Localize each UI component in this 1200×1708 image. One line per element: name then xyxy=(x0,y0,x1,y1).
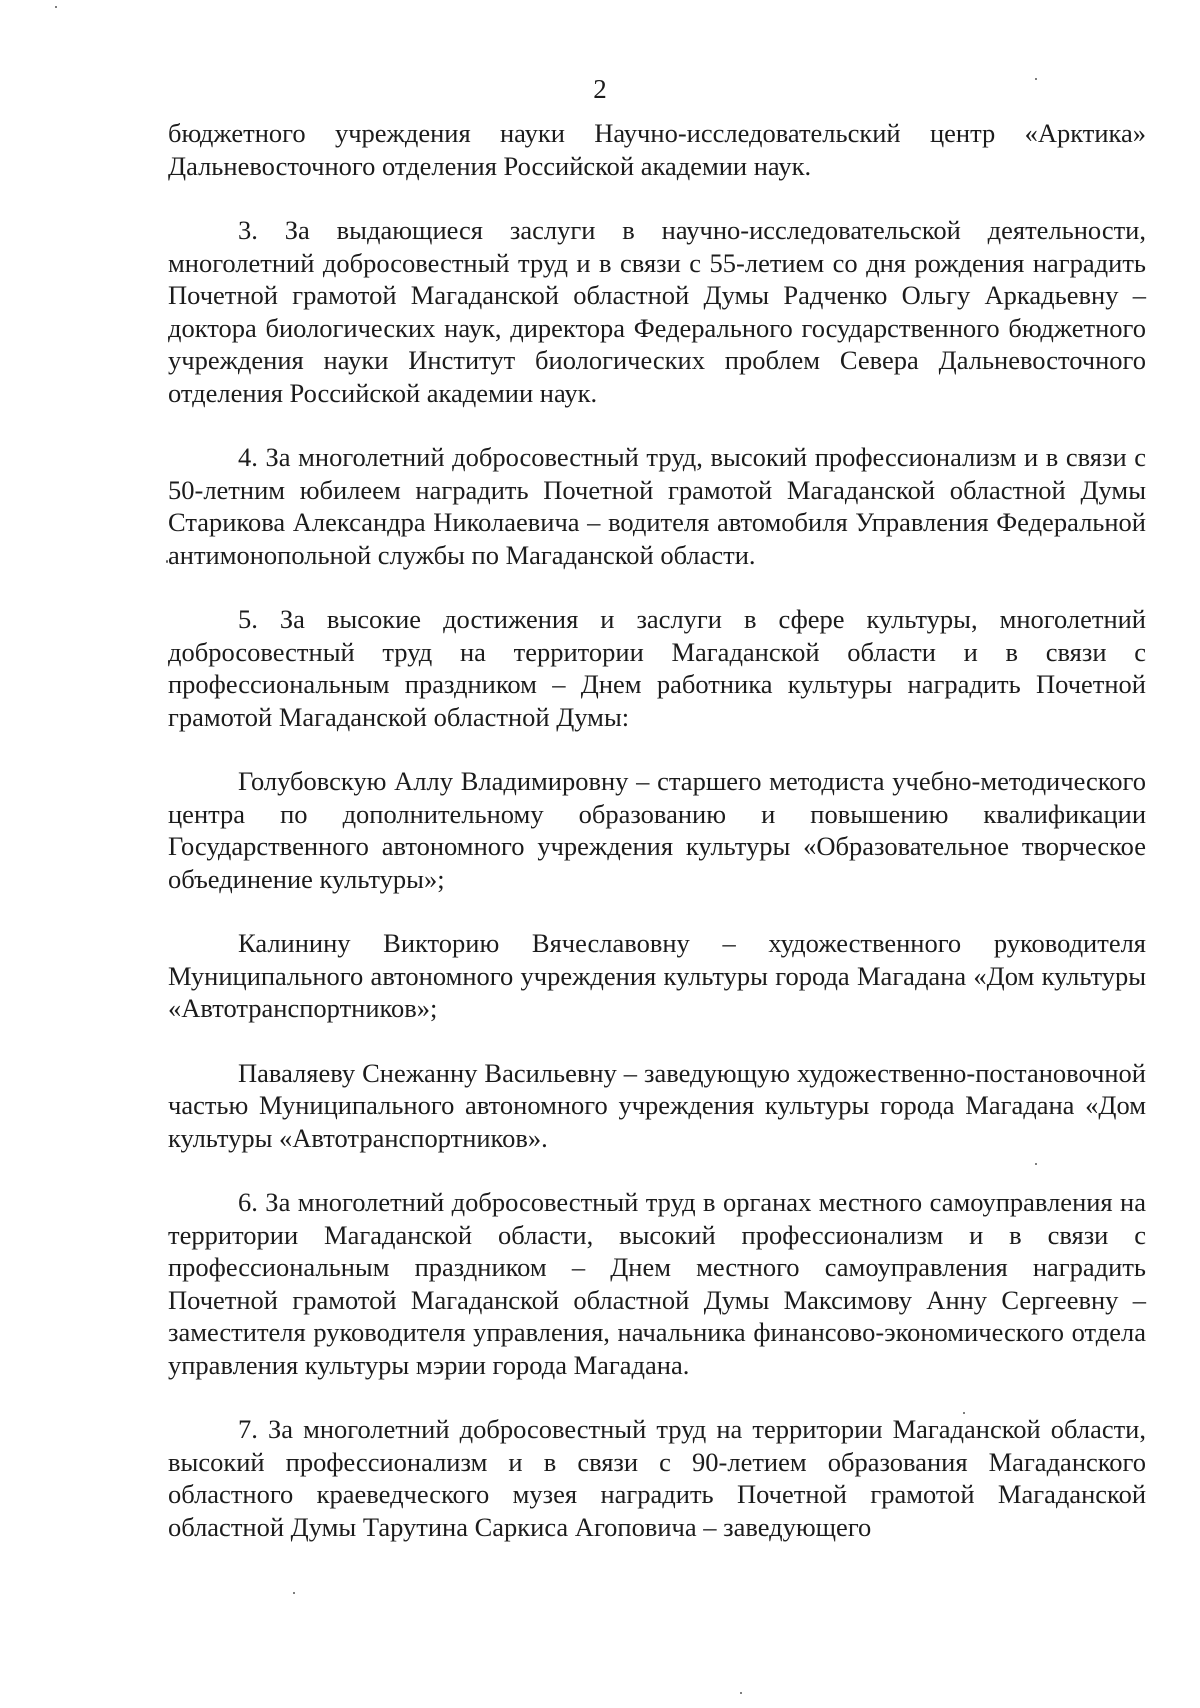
scan-speck xyxy=(1035,78,1037,80)
paragraph-awardee-golubovskaya: Голубовскую Аллу Владимировну – старшего методиста учебно-методического центра по дополнительному образованию и повышению квалификации Государственного автономного учреждения культуры «Образовательное творческое объединение культуры»; xyxy=(168,766,1146,894)
scan-speck xyxy=(55,6,57,8)
paragraph-item-7: 7. За многолетний добросовестный труд на территории Магаданской области, высокий профессионализм и в связи с 90-летием образования Магаданского областного краеведческого музея наградить Почетной грамотой Магаданской областной Думы Тарутина Саркиса Агоповича – заведующего xyxy=(168,1414,1146,1542)
paragraph-awardee-pavalyaeva: Паваляеву Снежанну Васильевну – заведующую художественно-постановочной частью Муниципального автономного учреждения культуры города Магадана «Дом культуры «Автотранспортников». xyxy=(168,1057,1146,1153)
scan-speck xyxy=(293,1592,295,1594)
paragraph-item-4: 4. За многолетний добросовестный труд, высокий профессионализм и в связи с 50-летним юбилеем наградить Почетной грамотой Магаданской областной Думы Старикова Александра Николаевича – водителя автомобиля Управления Федеральной антимонопольной службы по Магаданской области. xyxy=(168,442,1146,570)
paragraph-awardee-kalinina: Калинину Викторию Вячеславовну – художественного руководителя Муниципального автономного учреждения культуры города Магадана «Дом культуры «Автотранспортников»; xyxy=(168,928,1146,1023)
scan-speck xyxy=(740,1692,742,1694)
scan-speck xyxy=(963,1412,965,1414)
paragraph-continuation: бюджетного учреждения науки Научно-исследовательский центр «Арктика» Дальневосточного отделения Российской академии наук. xyxy=(168,118,1146,181)
paragraph-item-6: 6. За многолетний добросовестный труд в органах местного самоуправления на территории Магаданской области, высокий профессионализм и в связи с профессиональным праздником – Днем местного самоуправления наградить Почетной грамотой Магаданской областной Думы Максимову Анну Сергеевну – заместителя руководителя управления, начальника финансово-экономического отдела управления культуры мэрии города Магадана. xyxy=(168,1187,1146,1380)
paragraph-item-5: 5. За высокие достижения и заслуги в сфере культуры, многолетний добросовестный труд на территории Магаданской области и в связи с профессиональным праздником – Днем работника культуры наградить Почетной грамотой Магаданской областной Думы: xyxy=(168,604,1146,732)
paragraph-item-3: 3. За выдающиеся заслуги в научно-исследовательской деятельности, многолетний добросовестный труд и в связи с 55-летием со дня рождения наградить Почетной грамотой Магаданской областной Думы Радченко Ольгу Аркадьевну – доктора биологических наук, директора Федерального государственного бюджетного учреждения науки Институт биологических проблем Севера Дальневосточного отделения Российской академии наук. xyxy=(168,215,1146,408)
scan-speck xyxy=(166,560,168,563)
page-number: 2 xyxy=(593,74,607,104)
scan-speck xyxy=(1035,1163,1037,1165)
document-body xyxy=(168,117,1146,1543)
